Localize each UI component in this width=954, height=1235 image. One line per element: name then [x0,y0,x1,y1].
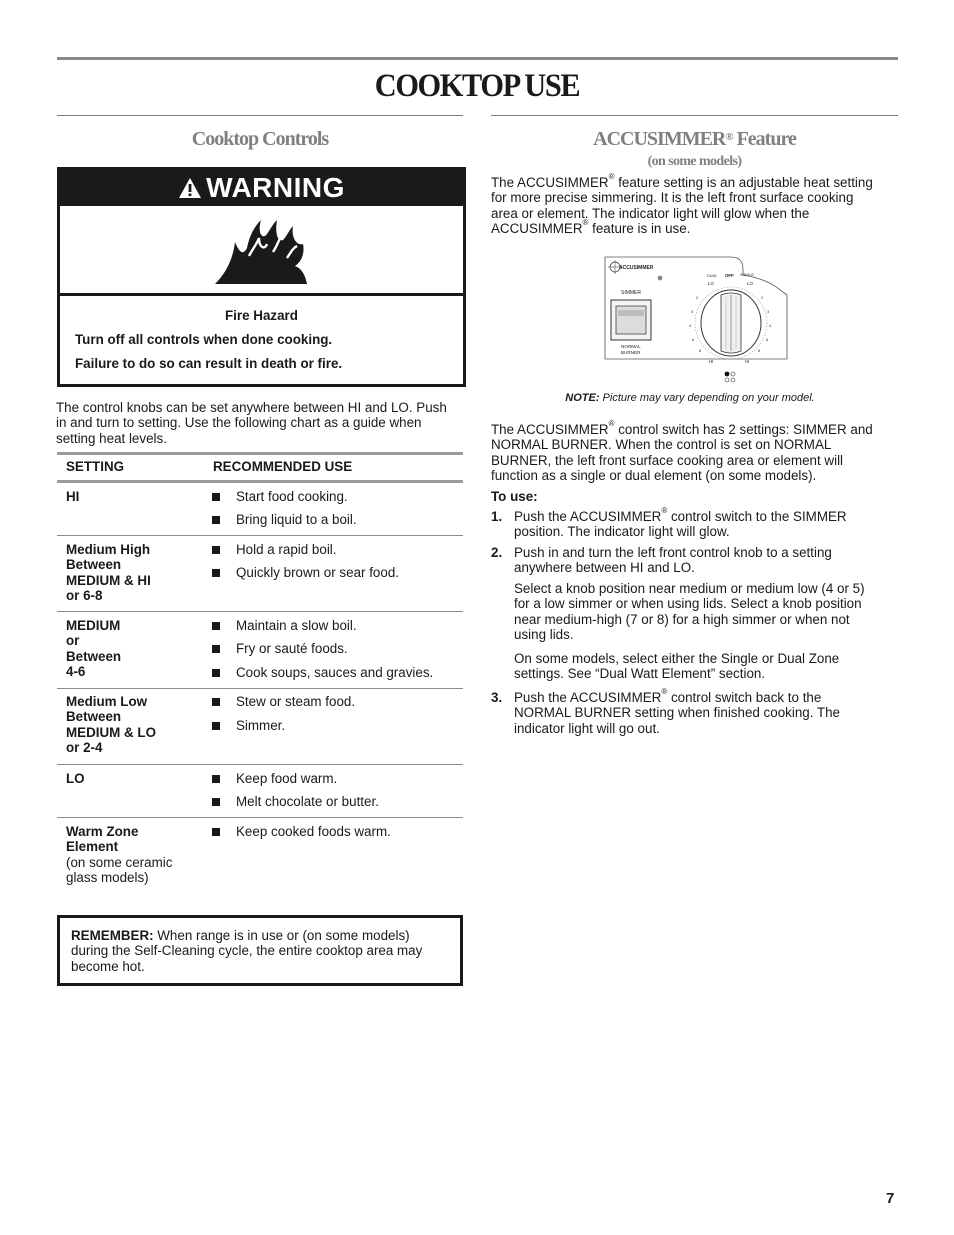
bullet-square-icon [212,493,220,501]
accusimmer-subtitle: (on some models) [647,154,742,169]
cooktop-controls-heading: Cooktop Controls [191,128,329,150]
switch-settings-paragraph: The ACCUSIMMER® control switch has 2 settings: SIMMER and NORMAL BURNER. When the control is set on NORMAL BURNER, the left front surface cooking area or element will function as a single or dual element (on some models). [491,419,873,484]
page-title: COOKTOP USE [374,68,580,104]
warning-header [60,170,463,206]
setting-cell: HI [66,489,80,504]
table-rule [57,535,463,536]
dial-mark: 3 [767,309,770,314]
warning-divider [60,293,463,296]
right-column-rule [491,115,898,116]
panel-hi-left: HI [709,359,714,364]
step-1-text: Push the ACCUSIMMER® control switch to the SIMMER position. The indicator light will glow. [514,506,847,540]
bullet-square-icon [212,722,220,730]
bullet-square-icon [212,798,220,806]
warning-label: WARNING [206,172,345,203]
panel-normal-2: BURNER [621,350,641,355]
header-recommended-use: RECOMMENDED USE [213,459,353,474]
to-use-heading: To use: [491,489,538,504]
accusimmer-intro: The ACCUSIMMER® feature setting is an adjustable heat setting for more precise simmering. It is the left front surface cooking area or element. The indicator light will glow when the ACCUSIMMER® feature is in use. [491,172,873,237]
panel-hi-right: HI [745,359,750,364]
dial-mark: 4 [769,323,772,328]
top-rule [57,57,898,60]
remember-label: REMEMBER: [71,928,154,943]
step-3-text: Push the ACCUSIMMER® control switch back to the NORMAL BURNER setting when finished cooking. The indicator light will go out. [514,687,840,736]
panel-brand: ACCUSIMMER [619,265,654,271]
accusimmer-control-panel-illustration [603,255,789,387]
panel-dual: DUAL [707,274,718,278]
panel-normal-1: NORMAL [621,344,641,349]
table-rule [57,688,463,689]
controls-intro: The control knobs can be set anywhere between HI and LO. Push in and turn to setting. Use the following chart as a guide when setting heat levels. [56,400,447,446]
accusimmer-heading: ACCUSIMMER® Feature [593,128,796,150]
bullet-square-icon [212,622,220,630]
setting-cell: MEDIUM or Between 4-6 [66,618,122,680]
fire-hazard-icon [213,218,309,286]
bullet-square-icon [212,516,220,524]
header-setting: SETTING [66,459,125,474]
warning-line-1: Turn off all controls when done cooking. [75,332,333,347]
remember-box: REMEMBER: When range is in use or (on some models) during the Self-Cleaning cycle, the entire cooktop area may become hot. [57,915,463,986]
warning-triangle-icon [178,177,202,199]
step-3-number: 3. [491,690,503,705]
table-rule [57,480,463,483]
dial-mark: 6 [692,337,695,342]
panel-simmer: SIMMER [621,290,641,296]
step-2-detail: Select a knob position near medium or medium low (4 or 5) for a low simmer or when using lids. Select a knob position near medium-high (7 or 8) for a high simmer or when not using lids. [514,581,865,643]
page-number: 7 [886,1190,895,1207]
setting-cell: Medium High Between MEDIUM & HI or 6-8 [66,542,151,604]
bullet-square-icon [212,669,220,677]
indicator-light-icon [658,276,663,281]
step-2-number: 2. [491,545,503,560]
dial-mark: 4 [689,323,692,328]
step-1-number: 1. [491,509,503,524]
table-rule [57,817,463,818]
table-rule [57,452,463,455]
warning-line-2: Failure to do so can result in death or fire. [75,356,343,371]
setting-cell: Medium Low Between MEDIUM & LO or 2-4 [66,694,157,756]
bullet-square-icon [212,698,220,706]
dial-mark: 3 [691,309,694,314]
fire-hazard-title: Fire Hazard [225,308,298,323]
position-dot-icon [725,378,729,382]
dial-mark: 2 [696,295,699,300]
picture-note: NOTE: Picture may vary depending on your model. [565,392,815,404]
position-dot-icon [731,372,735,376]
bullet-square-icon [212,645,220,653]
dial-mark: 6 [766,337,769,342]
bullet-square-icon [212,546,220,554]
dial-mark: 8 [758,348,761,353]
setting-cell: LO [66,771,85,786]
panel-single: SINGLE [740,273,754,277]
table-rule [57,611,463,612]
position-dot-icon [725,372,730,377]
bullet-square-icon [212,569,220,577]
panel-off: OFF [725,273,734,278]
step-2-text: Push in and turn the left front control knob to a setting anywhere between HI and LO. [514,545,832,576]
bullet-square-icon [212,775,220,783]
bullet-square-icon [212,828,220,836]
position-dot-icon [731,378,735,382]
dial-mark: 2 [761,295,764,300]
table-rule [57,764,463,765]
warning-box [57,167,466,387]
dial-mark: 8 [699,348,702,353]
step-2-models-note: On some models, select either the Single or Dual Zone settings. See “Dual Watt Element” section. [514,651,840,682]
panel-lo-right: LO [747,281,753,286]
setting-cell: Warm Zone Element (on some ceramic glass models) [66,824,173,886]
left-column-rule [57,115,463,116]
panel-lo-left: LO [708,281,714,286]
